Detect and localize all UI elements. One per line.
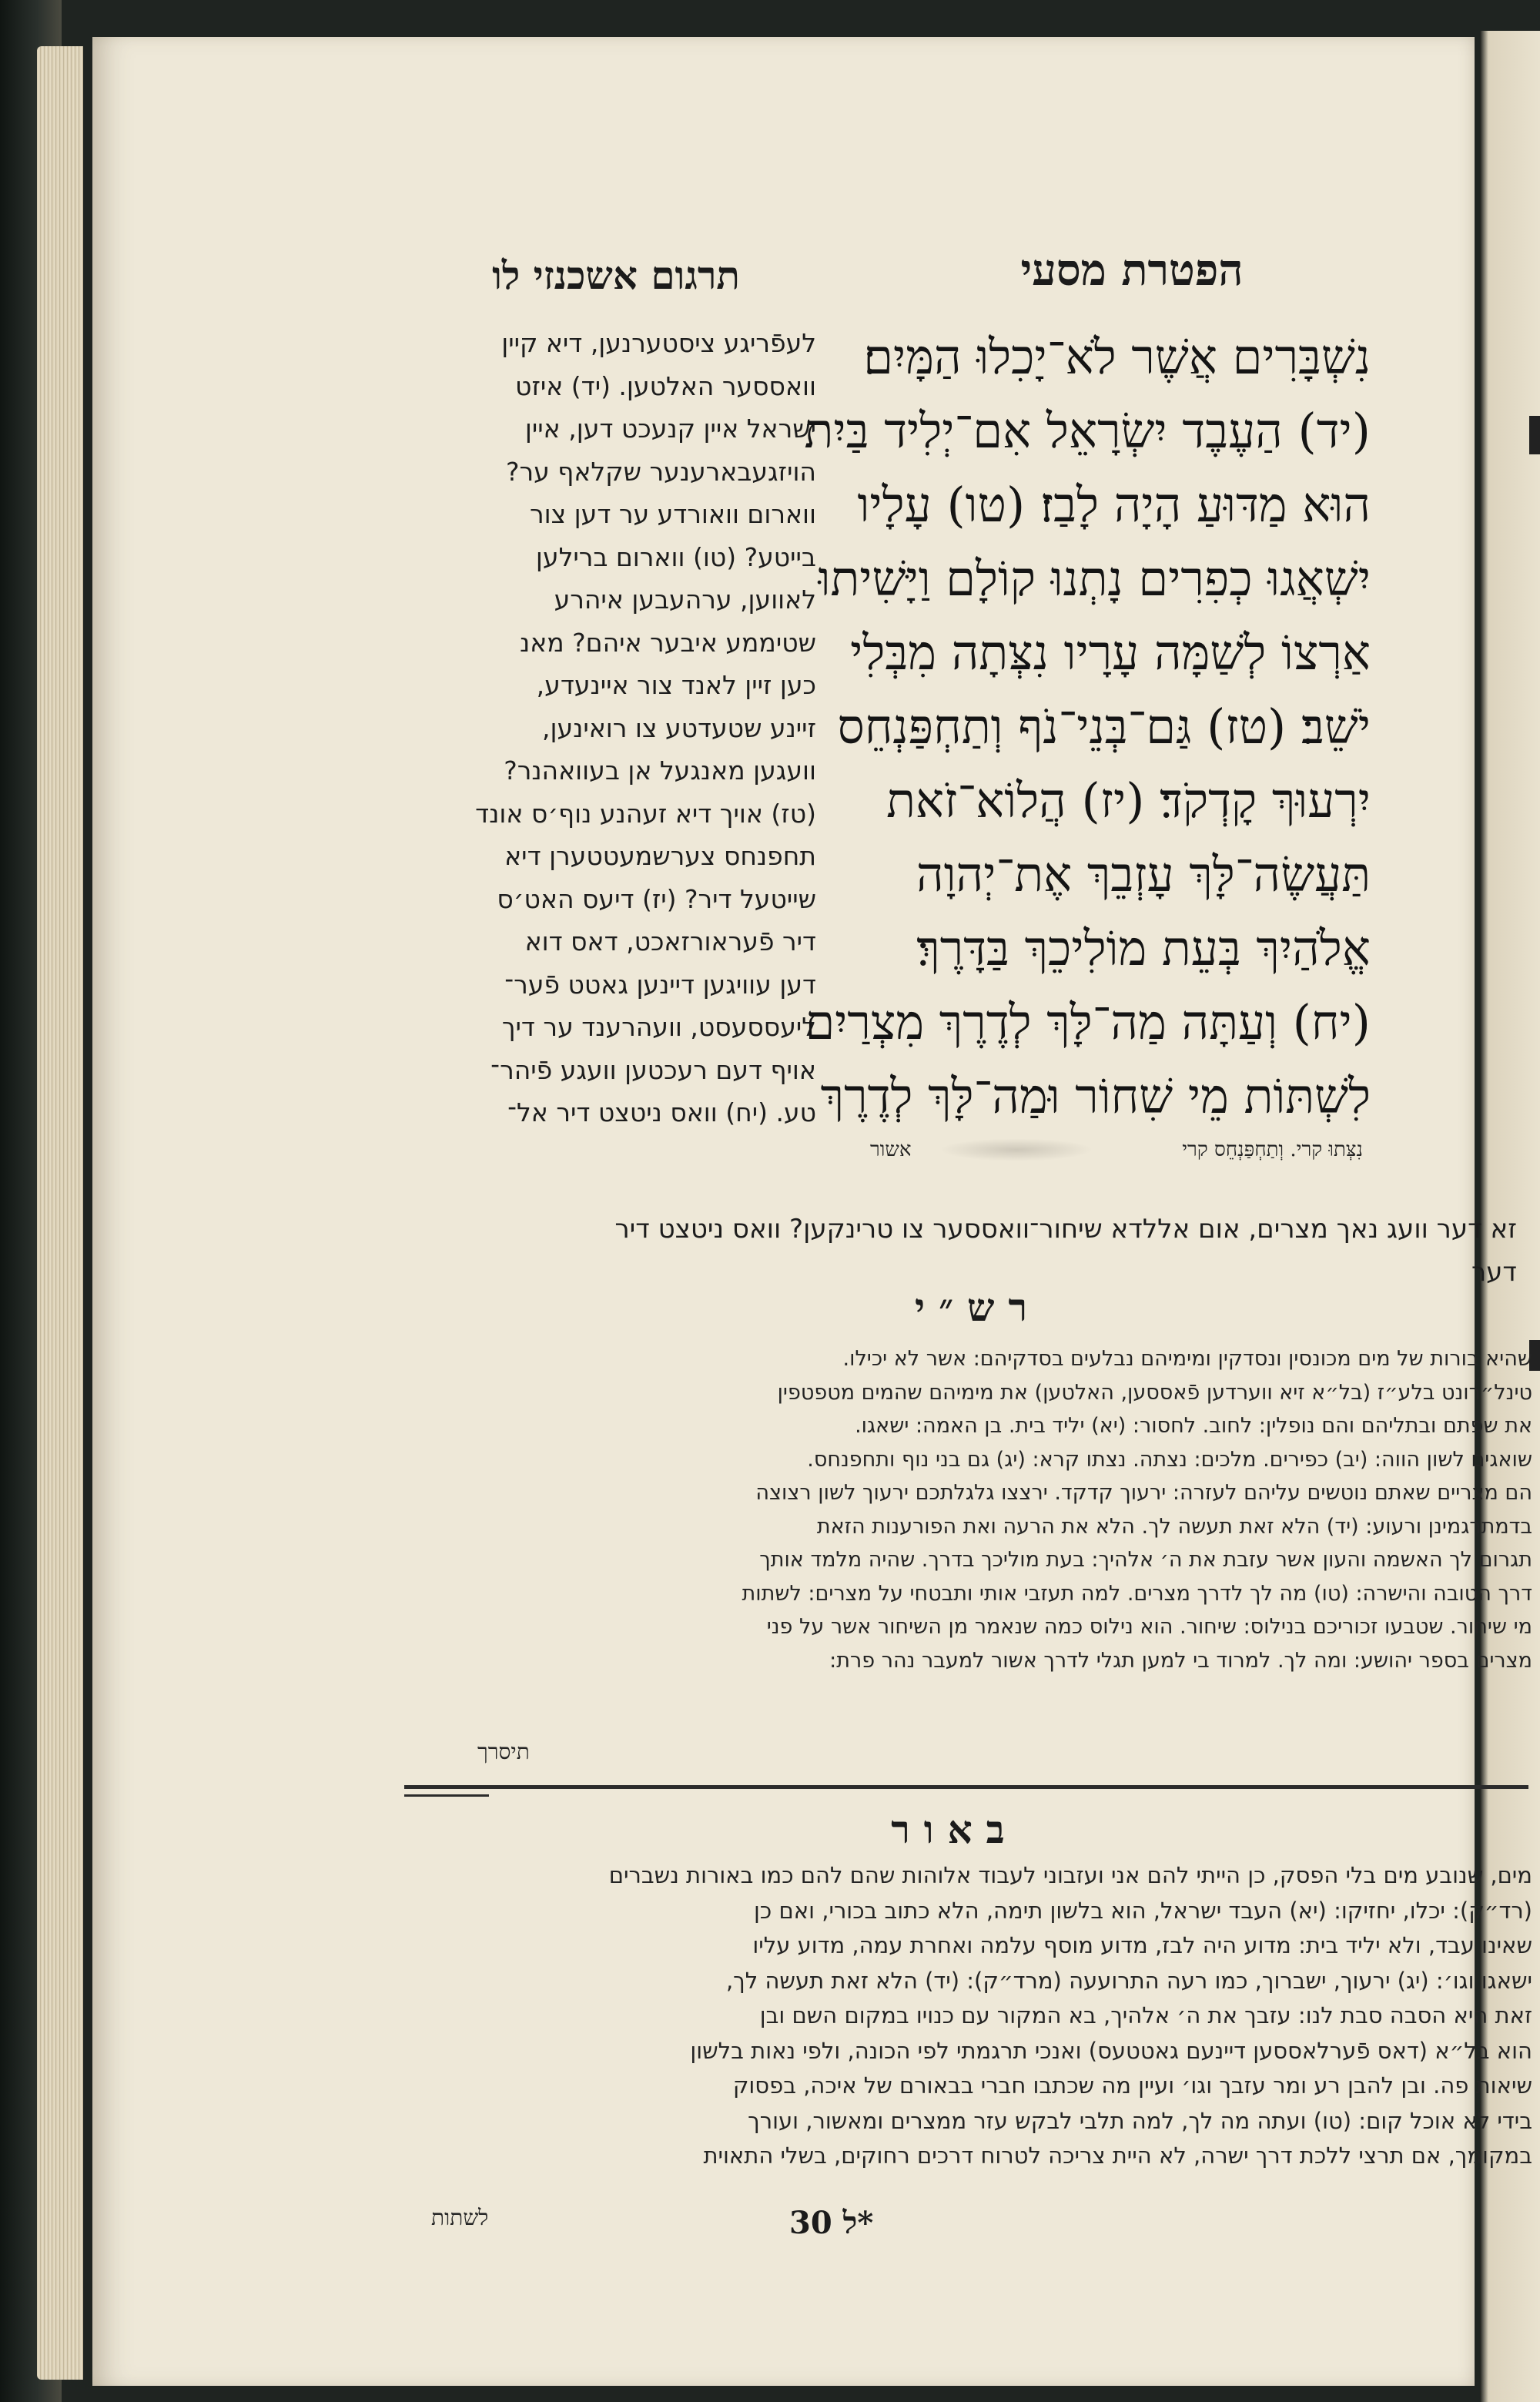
translation-continuation <box>416 1208 1517 1294</box>
commentary-line: שיאות פה. ובן להבן רע ומר עזבך וגו׳ ועיין מה שכתבו חברי בבאורם של איכה, בפסוק <box>732 2072 1532 2099</box>
hebrew-verse-line: נִשְׁבָּרִים אֲשֶׁר לֹא־יָכִלוּ הַמָּיִם׃ <box>863 329 1371 385</box>
translation-line: זא דער וועג נאך מצרים, אום אללדא שיחור־וואססער צו טרינקען? וואס ניטצט דיר <box>614 1214 1517 1245</box>
translation-line: ישראל איין קנעכט דען, איין <box>524 414 816 444</box>
biur-heading: באור <box>891 1807 1019 1852</box>
commentary-line: דרך הטובה והישרה: (טו) מה לך לדרך מצרים. למה תעזבי אותי ותבטחי על מצרים: לשתות <box>742 1581 1532 1606</box>
running-header <box>92 229 1475 299</box>
translation-line: בייטע? (טו) ווארום ברילען <box>535 541 816 572</box>
rashi-catchword: תיסרך <box>477 1739 530 1764</box>
catchword-hebrew: אשור <box>870 1138 912 1161</box>
translation-line: זיינע שטעדטע צו רואינען, <box>541 712 816 743</box>
commentary-line: (רד״ק): יכלו, יחזיקו: (יא) העבד ישראל, הוא בלשון תימה, הלא כתוב בכורי, ואם כן <box>754 1897 1532 1924</box>
biur-catchword: לשתות <box>431 2205 489 2230</box>
page-signature: ל 30* <box>789 2205 874 2241</box>
commentary-line: את שפתם ובתליהם והם נופלין: לחוב. לחסור: (יא) יליד בית. בן האמה: ישאגו. <box>855 1414 1532 1438</box>
rashi-heading: רש״י <box>914 1285 1042 1330</box>
commentary-line: ישאגו וגו׳: (יג) ירעוך, ישברוך, כמו רעה התרועעה (מרד״ק): (יד) הלא זאת תעשה לך, <box>725 1967 1532 1994</box>
translation-line: כען זיין לאנד צור איינעדע, <box>536 670 816 700</box>
translation-line: שטיממע איבער איהם? מאנ <box>519 627 816 658</box>
translation-line: תחפנחס צערשמעטטערן דיא <box>504 841 816 871</box>
hebrew-verse-line: אֱלֹהַיִךְ בְּעֵת מוֹלִיכֵךְ בַּדָּרֶךְ׃ <box>916 920 1371 977</box>
translation-line: דען עוויגען דיינען גאטט פֿער־ <box>504 969 816 1000</box>
commentary-line: שואגים לשון הווה: (יב) כפירים. מלכים: נצתה. נצתו קרא: (יג) גם בני נוף ותחפנחס. <box>807 1447 1532 1472</box>
commentary-line: בידי לא אוכל קום: (טו) ועתה מה לך, למה תלבי לבקש עזר ממצרים ומאשור, ועורך <box>748 2107 1532 2134</box>
translation-line: לאווען, ערהעבען איהרע <box>554 585 816 615</box>
commentary-line: מי שיחור. שטבעו זכוריכם בנילוס: שיחור. הוא נילוס כמה שנאמר מן השיחור אשר על פני <box>766 1615 1532 1639</box>
book-page <box>92 37 1532 2386</box>
translation-line: הויזגעבארענער שקלאף ער? <box>505 456 816 487</box>
commentary-line: מים, שנובע מים בלי הפסק, כן הייתי להם אני ועזבוני לעבוד אלוהות שהם להם כמו באורות נשברים <box>608 1862 1532 1888</box>
hebrew-verse-line: יִשְׁאֲגוּ כְפִרִים נָתְנוּ קוֹלָם וַיָּשִׁיתוּ <box>818 551 1371 607</box>
commentary-line: שאינו עבד, ולא יליד בית: מדוע היה לבז, מדוע מוסף עלמה ואחרת עמה, מדוע עליו <box>752 1932 1532 1958</box>
hebrew-verse-line: תַּעֲשֶׂה־לָּךְ עָזְבֵךְ אֶת־יְהוָה <box>916 846 1371 903</box>
translation-line: דער <box>1471 1257 1517 1288</box>
translation-line: וועגען מאנגעל אן בעוואהנר? <box>504 755 816 786</box>
translation-line: (טז) אויך דיא זעהנע נוף׳ס אונד <box>475 798 816 829</box>
hebrew-verse-column <box>801 320 1371 1134</box>
facing-page-ink-mark <box>1529 416 1540 454</box>
translation-line: וואססער האלטען. (יד) איזט <box>515 370 816 401</box>
translation-line: ווארום וואורדע ער דען צור <box>530 499 816 529</box>
hebrew-verse-line: (יח) וְעַתָּה מַה־לָּךְ לְדֶרֶךְ מִצְרַיִם <box>805 994 1371 1050</box>
translation-line: ליעססעסט, וועהרענד ער דיך <box>501 1012 816 1042</box>
hebrew-verse-line: (יד) הַעֶבֶד יִשְׂרָאֵל אִם־יְלִיד בַּיִת <box>804 403 1371 459</box>
commentary-line: שהיא בורות של מים מכונסין ונסדקין ומימיהם נבלעים בסדקיהם: אשר לא יכילו. <box>842 1347 1532 1371</box>
section-divider-short <box>404 1794 489 1797</box>
commentary-line: מצרים בספר יהושע: ומה לך. למרוד בי למען תגלי לדרך אשור למעבר נהר פרת: <box>829 1648 1532 1673</box>
translation-line: שייטעל דיר? (יז) דיעס האט׳ס <box>497 883 816 914</box>
hebrew-verse-line: יִרְעוּךְ קָדְקֹד׃ (יז) הֲלוֹא־זֹאת <box>886 772 1371 829</box>
commentary-line: הם מצריים שאתם נוטשים עליהם לעזרה: ירעוך קדקד. ירצצו גלגלתכם ירעוך לשון רצוצה <box>755 1481 1532 1505</box>
page-edges <box>37 46 83 2380</box>
commentary-line: זאת היא הסבה סבת לנו: עזבך את ה׳ אלהיך, בא המקור עם כנויו במקום השם ובן <box>759 2002 1532 2028</box>
translation-line: דיר פֿעראורזאכט, דאס דוא <box>524 926 816 956</box>
section-divider <box>404 1785 1528 1789</box>
commentary-line: בדמתרגמינן ורעוע: (יד) הלא זאת תעשה לך. הלא את הרעה ואת הפורענות הזאת <box>816 1514 1532 1539</box>
running-head-haftarah: הפטרת מסעי <box>1020 245 1244 296</box>
translation-line: אויף דעם רעכטען וועגע פֿיהר־ <box>490 1054 816 1085</box>
translation-line: לעפֿריגע ציסטערנען, דיא קיין <box>501 328 816 358</box>
hebrew-verse-line: לִשְׁתּוֹת מֵי שִׁחוֹר וּמַה־לָּךְ לְדֶרֶךְ <box>820 1068 1371 1124</box>
hebrew-verse-line: הוּא מַדּוּעַ הָיָה לָבַז׃ (טו) עָלָיו <box>857 477 1371 533</box>
commentary-line: טינל״רונט בלע״ז (בל״א זיא ווערדען פֿאססען, האלטען) את מימיהם שהמים מטפטפין <box>777 1380 1532 1405</box>
biur-commentary <box>408 1858 1532 2174</box>
translation-column <box>400 322 816 1134</box>
translation-line: טע. (יח) וואס ניטצט דיר אל־ <box>507 1097 816 1127</box>
hebrew-verse-line: יֹשֵׁב׃ (טז) גַּם־בְּנֵי־נֹף וְתַחְפַּנְחֵס <box>837 698 1371 755</box>
running-head-translation: תרגום אשכנזי לו <box>492 253 740 298</box>
ink-bleed-through <box>939 1138 1093 1161</box>
qere-note: נִצְּתוּ קרי. וְתַחְפַּנְחֵס קרי <box>1182 1138 1363 1161</box>
commentary-line: במקומך, אם תרצי ללכת דרך ישרה, לא היית צריכה לטרוח דרכים רחוקים, בשלי התאוית <box>703 2142 1532 2169</box>
commentary-line: הוא בל״א (דאס פֿערלאססען דיינעם גאטטעס) ואנכי תרגמתי לפי הכונה, ולפי נאות בלשון <box>690 2037 1532 2064</box>
commentary-line: תגרום לך האשמה והעון אשר עזבת את ה׳ אלהיך: בעת מוליכך בדרך. שהיה מלמד אותך <box>759 1548 1532 1572</box>
rashi-commentary <box>424 1342 1532 1677</box>
hebrew-verse-line: אַרְצוֹ לְשַׁמָּה עָרָיו נִצְּתָה מִבְּלִי <box>850 625 1371 681</box>
